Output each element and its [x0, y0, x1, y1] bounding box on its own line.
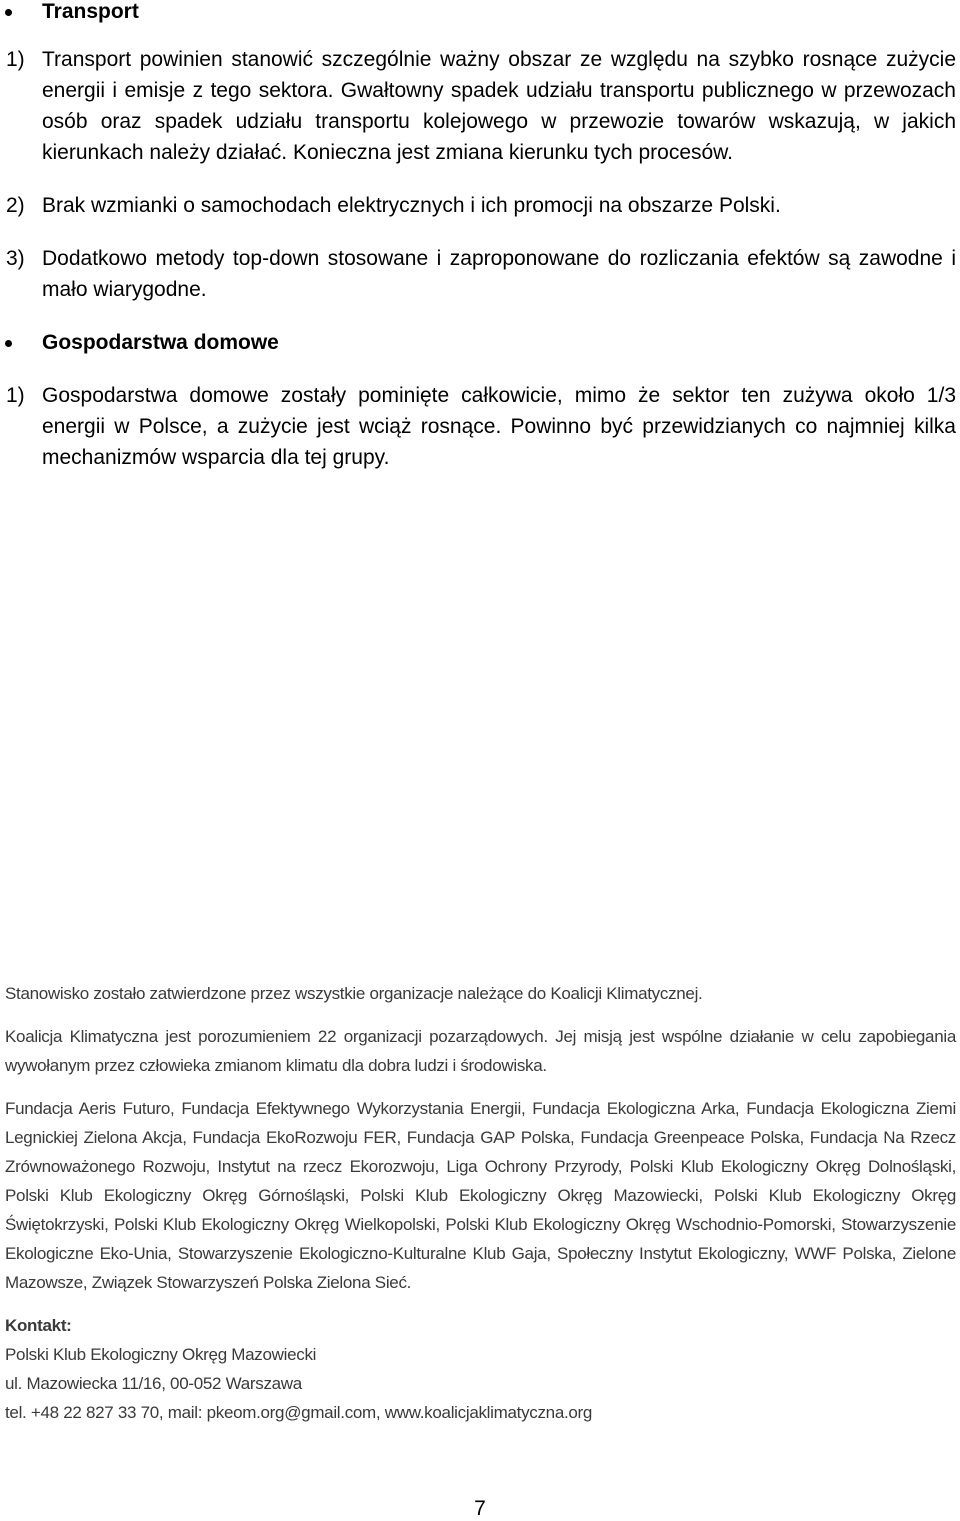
item-text: Brak wzmianki o samochodach elektrycznych i ich promocji na obszarze Polski.: [42, 194, 781, 217]
transport-item-1: [0, 44, 960, 168]
upper-section: [0, 0, 960, 473]
approval-statement: Stanowisko zostało zatwierdzone przez wszystkie organizacje należące do Koalicji Klimatycznej.: [5, 984, 703, 1003]
item-text: Dodatkowo metody top-down stosowane i zaproponowane do rozliczania efektów są zawodne i mało wiarygodne.: [42, 247, 956, 301]
item-text: Gospodarstwa domowe zostały pominięte całkowicie, mimo że sektor ten zużywa około 1/3 energii w Polsce, a zużycie jest wciąż rosnące. Powinno być przewidzianych co najmniej kilka mechanizmów wsparcia dla tej grupy.: [42, 384, 956, 469]
item-number: 1): [6, 384, 25, 407]
households-heading-text: Gospodarstwa domowe: [42, 331, 279, 354]
households-heading: [0, 327, 960, 358]
contact-block: [5, 1311, 956, 1427]
page-number: 7: [474, 1497, 486, 1520]
coalition-description: Koalicja Klimatyczna jest porozumieniem 22 organizacji pozarządowych. Jej misją jest wspólne działanie w celu zapobiegania wywołanym przez człowieka zmianom klimatu dla dobra ludzi i środowiska.: [5, 1027, 956, 1075]
bullet-icon: [5, 340, 12, 347]
item-number: 1): [6, 48, 25, 71]
transport-heading: [0, 0, 960, 27]
bullet-icon: [5, 9, 12, 16]
contact-org: Polski Klub Ekologiczny Okręg Mazowiecki: [5, 1345, 317, 1364]
item-number: 3): [6, 247, 25, 270]
item-number: 2): [6, 194, 25, 217]
contact-label: Kontakt:: [5, 1316, 72, 1335]
item-text: Transport powinien stanowić szczególnie ważny obszar ze względu na szybko rosnące zużycie energii i emisje z tego sektora. Gwałtowny spadek udziału transportu publicznego w przewozach osób oraz spadek udziału transportu kolejowego w przewozie towarów wskazują, w jakich kierunkach należy działać. Konieczna jest zmiana kierunku tych procesów.: [42, 48, 956, 164]
households-item-1: [0, 380, 960, 473]
member-organizations: Fundacja Aeris Futuro, Fundacja Efektywnego Wykorzystania Energii, Fundacja Ekologiczna Arka, Fundacja Ekologiczna Ziemi Legnickiej Zielona Akcja, Fundacja EkoRozwoju FER, Fundacja GAP Polska, Fundacja Greenpeace Polska, Fundacja Na Rzecz Zrównoważonego Rozwoju, Instytut na rzecz Ekorozwoju, Liga Ochrony Przyrody, Polski Klub Ekologiczny Okręg Dolnośląski, Polski Klub Ekologiczny Okręg Górnośląski, Polski Klub Ekologiczny Okręg Mazowiecki, Polski Klub Ekologiczny Okręg Świętokrzyski, Polski Klub Ekologiczny Okręg Wielkopolski, Polski Klub Ekologiczny Okręg Wschodnio-Pomorski, Stowarzyszenie Ekologiczne Eko-Unia, Stowarzyszenie Ekologiczno-Kulturalne Klub Gaja, Społeczny Instytut Ekologiczny, WWF Polska, Zielone Mazowsze, Związek Stowarzyszeń Polska Zielona Sieć.: [5, 1099, 956, 1292]
contact-phone-mail: tel. +48 22 827 33 70, mail: pkeom.org@gmail.com, www.koalicjaklimatyczna.org: [5, 1403, 593, 1422]
transport-item-3: [0, 243, 960, 305]
transport-heading-text: Transport: [42, 0, 139, 23]
transport-item-2: [0, 190, 960, 221]
footer-section: [5, 979, 956, 1427]
contact-address: ul. Mazowiecka 11/16, 00-052 Warszawa: [5, 1374, 302, 1393]
